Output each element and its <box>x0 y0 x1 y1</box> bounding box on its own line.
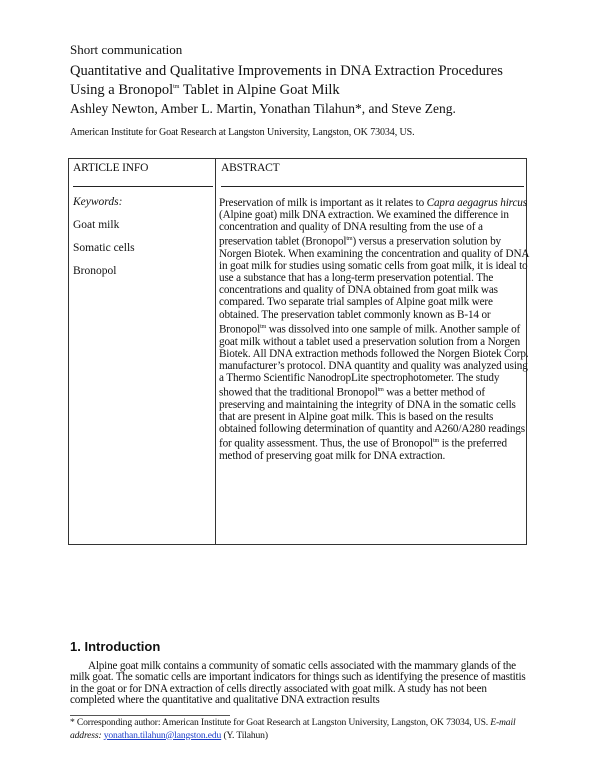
section-heading-introduction: 1. Introduction <box>70 639 161 654</box>
column-divider <box>215 159 216 544</box>
abstract-text: ) versus a preservation solution by Norgen Biotek. When examining the concentration and quality of DNA in goat milk for studies using somatic cells from goat milk, it is ideal to use a substance that has a long-term preservation potential. The concentrations and quality of DNA obtained from goat milk was compared. Two separate trial samples of Alpine goat milk were obtained. The preservation tablet commonly known as B-14 or Bronopol <box>219 236 529 336</box>
keyword-item: Bronopol <box>73 265 117 277</box>
article-type-label: Short communication <box>70 42 183 57</box>
trademark-mark: tm <box>173 84 180 90</box>
title-text-end: Tablet in Alpine Goat Milk <box>179 81 340 98</box>
article-info-rule <box>73 186 213 187</box>
footnote-rule <box>70 715 230 716</box>
footnote-text: * Corresponding author: American Institute for Goat Research at Langston University, Langston, OK 73034, US. <box>70 717 491 728</box>
abstract-rule <box>221 186 524 187</box>
keyword-item: Goat milk <box>73 219 120 231</box>
article-info-heading: ARTICLE INFO <box>73 162 149 174</box>
keyword-item: Somatic cells <box>73 242 135 254</box>
introduction-paragraph <box>70 661 530 707</box>
abstract-text: was dissolved into one sample of milk. Another sample of goat milk without a tablet used a preservation solution from a Norgen Biotek. All DNA extraction methods followed the Norgen Biotek Corp. manufacturer’s protocol. DNA quantity and quality was analyzed using a Thermo Scientific NanodropLite spectrophotometer. The study showed that the traditional Bronopol <box>219 323 529 399</box>
email-link[interactable]: yonathan.tilahun@langston.edu <box>103 729 222 741</box>
abstract-body <box>219 197 529 462</box>
affiliation: American Institute for Goat Research at Langston University, Langston, OK 73034, US. <box>70 127 415 138</box>
trademark-mark: tm <box>346 236 353 243</box>
article-info-abstract-box <box>68 158 527 545</box>
trademark-mark: tm <box>260 323 267 330</box>
paper-title <box>70 63 540 98</box>
abstract-heading: ABSTRACT <box>221 162 280 174</box>
trademark-mark: tm <box>377 386 384 393</box>
abstract-text: (Alpine goat) milk DNA extraction. We examined the difference in concentration and quality of DNA resulting from the use of a preservation tablet (Bronopol <box>219 209 509 249</box>
author-list: Ashley Newton, Amber L. Martin, Yonathan Tilahun*, and Steve Zeng. <box>70 101 456 116</box>
email-label: E-mail address: <box>70 717 516 741</box>
corresponding-author-footnote <box>70 717 530 742</box>
title-text: Quantitative and Qualitative Improvements in DNA Extraction Procedures Using a Bronopol <box>70 63 503 98</box>
keywords-label: Keywords: <box>73 196 123 208</box>
abstract-text: was a better method of preserving and maintaining the integrity of DNA in the somatic cells that are present in Alpine goat milk. This is based on the results obtained following determination of quantity and A260/A280 readings for quality assessment. Thus, the use of Bronopol <box>219 386 525 450</box>
abstract-text: is the preferred method of preserving goat milk for DNA extraction. <box>219 437 508 462</box>
footnote-suffix: (Y. Tilahun) <box>221 729 268 741</box>
abstract-text: Preservation of milk is important as it relates to <box>219 197 427 209</box>
introduction-text: Alpine goat milk contains a community of somatic cells associated with the mammary glands of the milk goat. The somatic cells are important indicators for things such as identifying the presence of mastitis in the goat or for DNA extraction of cells directly associated with goat milk. A study has not been completed where the quantitative and qualitative DNA extraction results <box>70 660 526 707</box>
trademark-mark: tm <box>433 437 440 444</box>
species-name: Capra aegagrus hircus <box>426 197 527 209</box>
